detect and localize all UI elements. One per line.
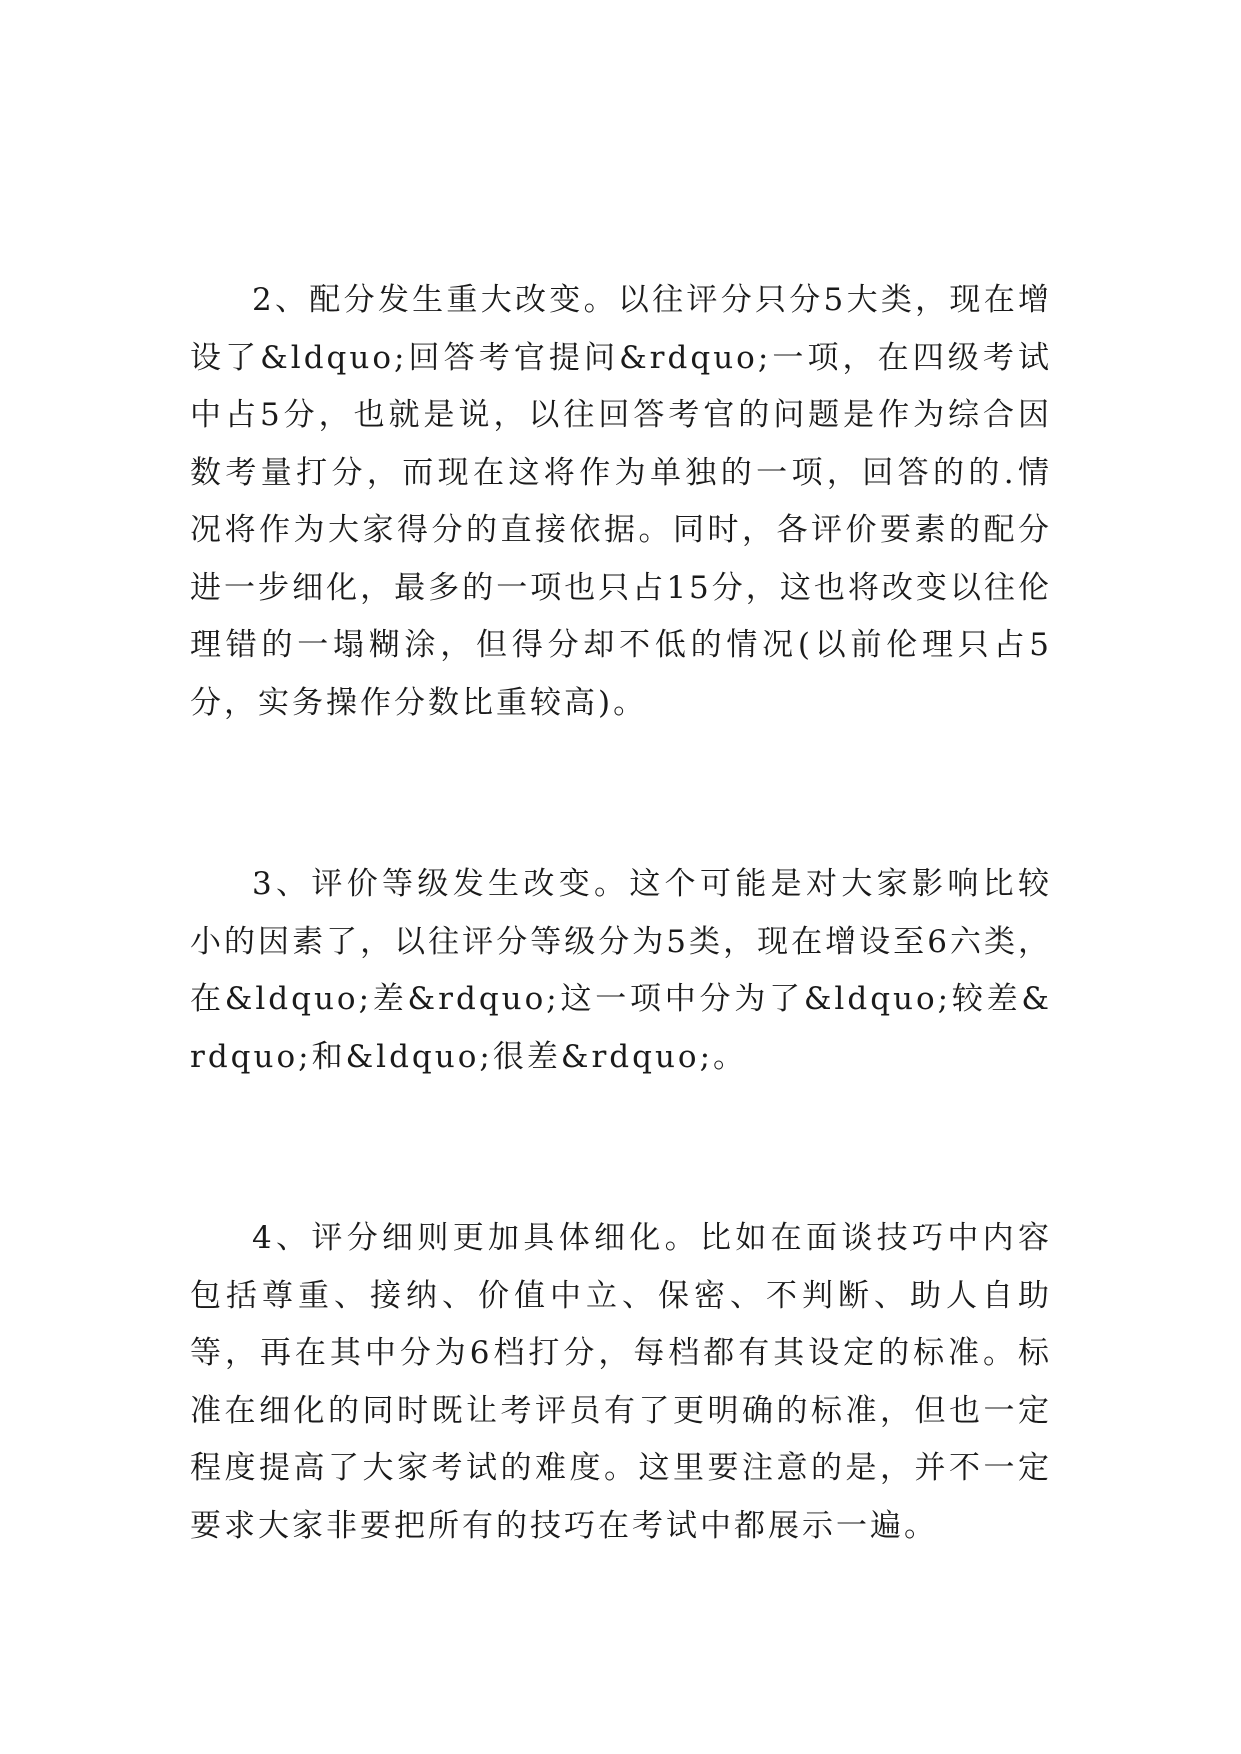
paragraph-evaluation-levels: 3、评价等级发生改变。这个可能是对大家影响比较小的因素了，以往评分等级分为5类，现在增设至6六类，在&ldquo;差&rdquo;这一项中分为了&ldquo;较差&rdquo;和&ldquo;很差&rdquo;。: [190, 866, 1052, 1075]
paragraph-scoring-rules: 4、评分细则更加具体细化。比如在面谈技巧中内容包括尊重、接纳、价值中立、保密、不判断、助人自助等，再在其中分为6档打分，每档都有其设定的标准。标准在细化的同时既让考评员有了更明确的标准，但也一定程度提高了大家考试的难度。这里要注意的是，并不一定要求大家非要把所有的技巧在考试中都展示一遍。: [190, 1220, 1052, 1544]
paragraph-scoring-allocation: 2、配分发生重大改变。以往评分只分5大类，现在增设了&ldquo;回答考官提问&rdquo;一项，在四级考试中占5分，也就是说，以往回答考官的问题是作为综合因数考量打分，而现在这将作为单独的一项，回答的的.情况将作为大家得分的直接依据。同时，各评价要素的配分进一步细化，最多的一项也只占15分，这也将改变以往伦理错的一塌糊涂，但得分却不低的情况(以前伦理只占5分，实务操作分数比重较高)。: [190, 282, 1052, 721]
